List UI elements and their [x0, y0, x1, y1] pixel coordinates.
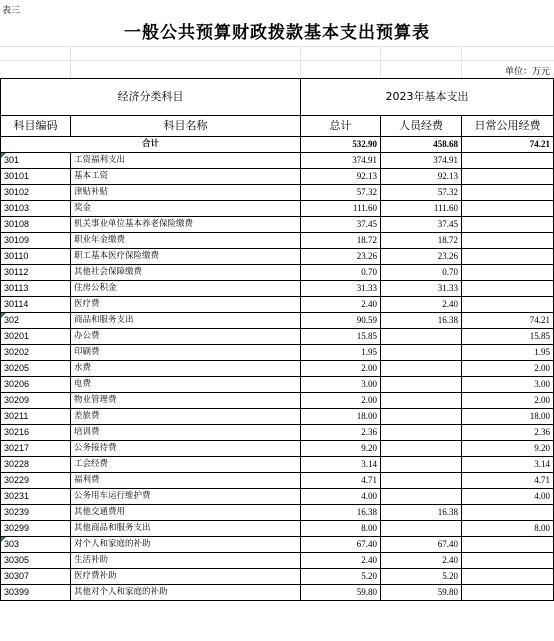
row-total: 8.00: [301, 521, 381, 537]
sheet-tag: 表三: [2, 6, 21, 16]
row-total: 111.60: [301, 201, 381, 217]
row-code: 30228: [1, 457, 71, 473]
row-personnel: [381, 409, 462, 425]
table-row: [1, 409, 554, 425]
row-public: 4.71: [462, 473, 554, 489]
grid-line: [380, 46, 381, 78]
row-code: 30229: [1, 473, 71, 489]
row-name: 职工基本医疗保险缴费: [71, 249, 301, 265]
row-name: 水费: [71, 361, 301, 377]
row-personnel: [381, 521, 462, 537]
row-personnel: [381, 329, 462, 345]
row-public: [462, 505, 554, 521]
total-public: 74.21: [462, 137, 554, 153]
row-personnel: 111.60: [381, 201, 462, 217]
row-total: 57.32: [301, 185, 381, 201]
row-personnel: [381, 473, 462, 489]
table-row: [1, 185, 554, 201]
row-code: 30110: [1, 249, 71, 265]
header-economic-category: 经济分类科目: [1, 79, 301, 116]
row-name: 医疗费: [71, 297, 301, 313]
row-personnel: [381, 377, 462, 393]
row-public: [462, 217, 554, 233]
row-name: 住房公积金: [71, 281, 301, 297]
header-columns-row: [1, 116, 554, 137]
table-row: [1, 249, 554, 265]
row-public: [462, 585, 554, 601]
table-row: [1, 537, 554, 553]
row-public: 2.00: [462, 393, 554, 409]
row-total: 18.00: [301, 409, 381, 425]
row-public: [462, 553, 554, 569]
header-group-row: [1, 79, 554, 116]
row-personnel: 0.70: [381, 265, 462, 281]
row-total: 4.71: [301, 473, 381, 489]
row-name: 培训费: [71, 425, 301, 441]
row-personnel: [381, 457, 462, 473]
row-total: 2.00: [301, 393, 381, 409]
row-name: 公务用车运行维护费: [71, 489, 301, 505]
row-public: [462, 153, 554, 169]
table-row: [1, 553, 554, 569]
total-personnel: 458.68: [381, 137, 462, 153]
table-row: [1, 473, 554, 489]
row-code: 30399: [1, 585, 71, 601]
row-total: 5.20: [301, 569, 381, 585]
header-basic-expenditure: 2023年基本支出: [301, 79, 554, 116]
row-name: 基本工资: [71, 169, 301, 185]
col-header-personnel: 人员经费: [381, 116, 462, 137]
row-name: 公务接待费: [71, 441, 301, 457]
table-row: [1, 217, 554, 233]
row-name: 其他交通费用: [71, 505, 301, 521]
row-code: 30101: [1, 169, 71, 185]
table-row: [1, 569, 554, 585]
row-total: 59.80: [301, 585, 381, 601]
table-row: [1, 585, 554, 601]
row-total: 2.00: [301, 361, 381, 377]
table-row: [1, 457, 554, 473]
row-public: [462, 169, 554, 185]
row-code: 30231: [1, 489, 71, 505]
row-code: 30112: [1, 265, 71, 281]
table-row: [1, 361, 554, 377]
row-name: 医疗费补助: [71, 569, 301, 585]
row-code: 302: [1, 313, 71, 329]
row-public: 1.95: [462, 345, 554, 361]
grid-line: [461, 46, 462, 78]
col-header-name: 科目名称: [71, 116, 301, 137]
row-personnel: [381, 361, 462, 377]
row-personnel: 2.40: [381, 553, 462, 569]
table-row: [1, 153, 554, 169]
row-personnel: 374.91: [381, 153, 462, 169]
row-personnel: [381, 425, 462, 441]
row-name: 其他商品和服务支出: [71, 521, 301, 537]
row-public: [462, 185, 554, 201]
row-name: 津贴补贴: [71, 185, 301, 201]
table-row: [1, 441, 554, 457]
col-header-total: 总计: [301, 116, 381, 137]
row-public: 74.21: [462, 313, 554, 329]
total-row: [1, 137, 554, 153]
row-name: 奖金: [71, 201, 301, 217]
row-code: 30206: [1, 377, 71, 393]
row-name: 生活补助: [71, 553, 301, 569]
row-total: 2.40: [301, 553, 381, 569]
row-personnel: 59.80: [381, 585, 462, 601]
row-code: 30217: [1, 441, 71, 457]
table-row: [1, 489, 554, 505]
row-name: 机关事业单位基本养老保险缴费: [71, 217, 301, 233]
row-public: 18.00: [462, 409, 554, 425]
row-total: 0.70: [301, 265, 381, 281]
row-public: [462, 297, 554, 313]
row-code: 30201: [1, 329, 71, 345]
row-public: 15.85: [462, 329, 554, 345]
row-code: 30211: [1, 409, 71, 425]
row-public: [462, 537, 554, 553]
row-total: 23.26: [301, 249, 381, 265]
row-personnel: [381, 489, 462, 505]
row-total: 18.72: [301, 233, 381, 249]
grid-line: [0, 60, 554, 61]
row-total: 3.14: [301, 457, 381, 473]
row-code: 303: [1, 537, 71, 553]
row-name: 商品和服务支出: [71, 313, 301, 329]
unit-label: 单位：万元: [504, 67, 550, 77]
row-personnel: 5.20: [381, 569, 462, 585]
row-personnel: 67.40: [381, 537, 462, 553]
grid-line: [0, 46, 554, 47]
row-code: 30205: [1, 361, 71, 377]
row-total: 1.95: [301, 345, 381, 361]
row-code: 30113: [1, 281, 71, 297]
row-personnel: 92.13: [381, 169, 462, 185]
grid-line: [300, 46, 301, 78]
row-code: 30103: [1, 201, 71, 217]
table-row: [1, 281, 554, 297]
row-public: [462, 249, 554, 265]
row-name: 职业年金缴费: [71, 233, 301, 249]
table-row: [1, 169, 554, 185]
grid-line: [70, 46, 71, 78]
row-public: 2.00: [462, 361, 554, 377]
row-personnel: [381, 441, 462, 457]
table-row: [1, 345, 554, 361]
row-total: 374.91: [301, 153, 381, 169]
row-code: 30109: [1, 233, 71, 249]
row-name: 对个人和家庭的补助: [71, 537, 301, 553]
table-row: [1, 425, 554, 441]
row-code: 30299: [1, 521, 71, 537]
table-row: [1, 297, 554, 313]
row-name: 其他对个人和家庭的补助: [71, 585, 301, 601]
row-personnel: [381, 393, 462, 409]
table-row: [1, 329, 554, 345]
row-public: 2.36: [462, 425, 554, 441]
table-row: [1, 393, 554, 409]
row-name: 福利费: [71, 473, 301, 489]
row-public: [462, 265, 554, 281]
row-code: 30114: [1, 297, 71, 313]
row-code: 30239: [1, 505, 71, 521]
table-row: [1, 201, 554, 217]
row-total: 3.00: [301, 377, 381, 393]
row-personnel: [381, 345, 462, 361]
row-code: 30307: [1, 569, 71, 585]
row-total: 4.00: [301, 489, 381, 505]
row-public: [462, 201, 554, 217]
row-code: 30202: [1, 345, 71, 361]
table-row: [1, 265, 554, 281]
row-code: 301: [1, 153, 71, 169]
row-public: 4.00: [462, 489, 554, 505]
row-total: 37.45: [301, 217, 381, 233]
row-code: 30216: [1, 425, 71, 441]
row-personnel: 37.45: [381, 217, 462, 233]
row-personnel: 2.40: [381, 297, 462, 313]
row-public: [462, 233, 554, 249]
row-public: 3.14: [462, 457, 554, 473]
row-personnel: 16.38: [381, 313, 462, 329]
row-name: 工会经费: [71, 457, 301, 473]
row-name: 差旅费: [71, 409, 301, 425]
row-total: 2.40: [301, 297, 381, 313]
row-public: 9.20: [462, 441, 554, 457]
table-row: [1, 505, 554, 521]
row-public: [462, 281, 554, 297]
row-personnel: 16.38: [381, 505, 462, 521]
row-name: 物业管理费: [71, 393, 301, 409]
table-row: [1, 233, 554, 249]
row-name: 办公费: [71, 329, 301, 345]
row-public: 3.00: [462, 377, 554, 393]
row-code: 30209: [1, 393, 71, 409]
row-personnel: 23.26: [381, 249, 462, 265]
row-public: [462, 569, 554, 585]
total-value: 532.90: [301, 137, 381, 153]
row-name: 印刷费: [71, 345, 301, 361]
row-personnel: 31.33: [381, 281, 462, 297]
total-label: 合计: [1, 137, 301, 153]
row-total: 92.13: [301, 169, 381, 185]
table-row: [1, 313, 554, 329]
page-title: 一般公共预算财政拨款基本支出预算表: [124, 23, 430, 43]
row-public: 8.00: [462, 521, 554, 537]
row-total: 16.38: [301, 505, 381, 521]
table-row: [1, 377, 554, 393]
row-total: 9.20: [301, 441, 381, 457]
row-name: 工资福利支出: [71, 153, 301, 169]
row-personnel: 57.32: [381, 185, 462, 201]
row-name: 电费: [71, 377, 301, 393]
row-code: 30108: [1, 217, 71, 233]
row-code: 30305: [1, 553, 71, 569]
table-row: [1, 521, 554, 537]
row-total: 15.85: [301, 329, 381, 345]
row-total: 31.33: [301, 281, 381, 297]
budget-table: [0, 78, 554, 601]
col-header-public: 日常公用经费: [462, 116, 554, 137]
row-personnel: 18.72: [381, 233, 462, 249]
row-code: 30102: [1, 185, 71, 201]
row-name: 其他社会保障缴费: [71, 265, 301, 281]
col-header-code: 科目编码: [1, 116, 71, 137]
row-total: 90.59: [301, 313, 381, 329]
row-total: 67.40: [301, 537, 381, 553]
row-total: 2.36: [301, 425, 381, 441]
